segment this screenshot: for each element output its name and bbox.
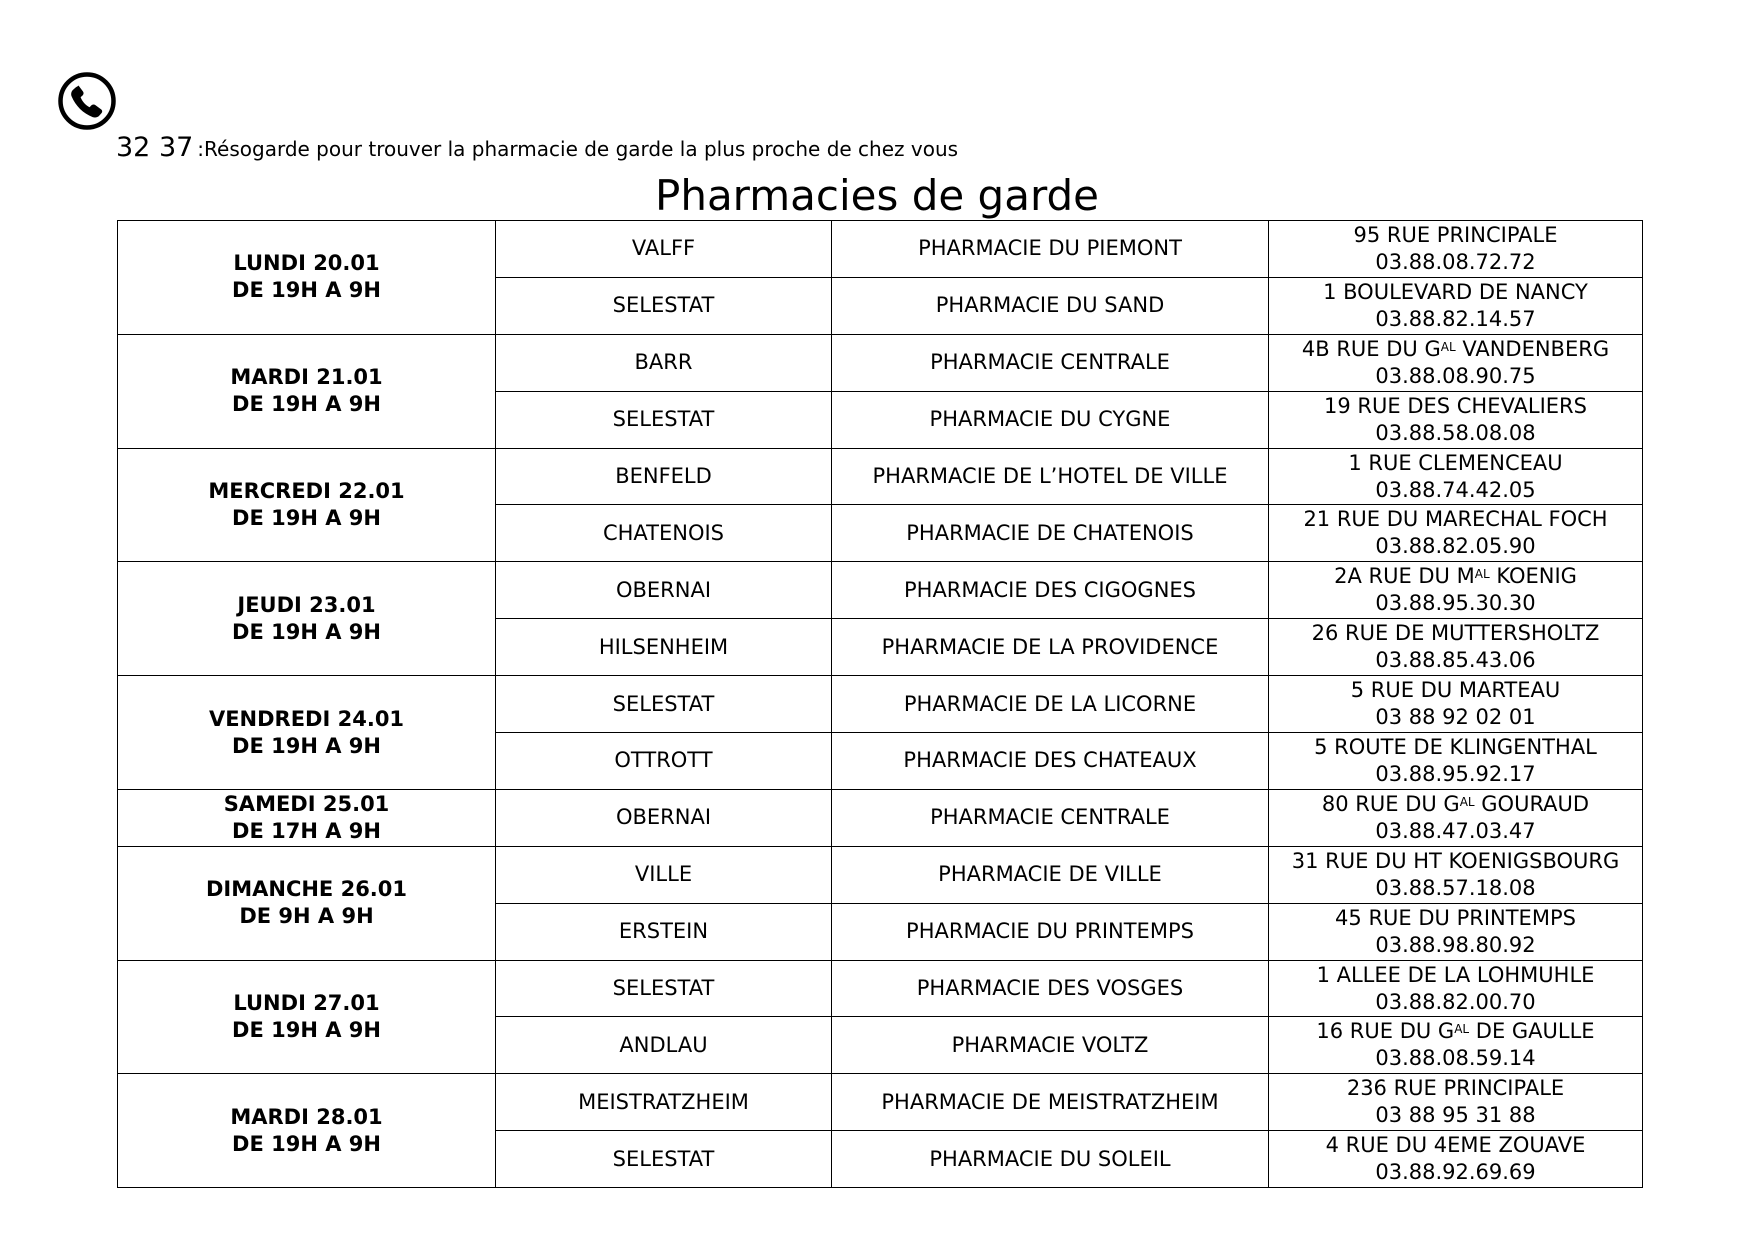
table-row (118, 960, 1643, 1017)
phone-icon (57, 71, 117, 131)
pharmacy-name-cell: PHARMACIE DU CYGNE (832, 391, 1269, 448)
hotline-line (116, 130, 958, 169)
address-line (1273, 336, 1638, 363)
pharmacy-name-cell: PHARMACIE DU PIEMONT (832, 221, 1269, 278)
address-part: KOENIG (1489, 564, 1577, 589)
pharmacy-name-cell: PHARMACIE CENTRALE (832, 789, 1269, 846)
address-part: VANDENBERG (1455, 336, 1610, 361)
address-cell (1269, 903, 1643, 960)
address-line: 1 RUE CLEMENCEAU (1348, 450, 1563, 475)
address-part: 16 RUE DU G (1316, 1019, 1455, 1044)
pharmacy-name-cell: PHARMACIE DES CHATEAUX (832, 733, 1269, 790)
day-label: MARDI 28.01 (230, 1104, 383, 1129)
phone-number: 03.88.95.30.30 (1375, 591, 1536, 616)
pharmacy-name-cell: PHARMACIE DE L’HOTEL DE VILLE (832, 448, 1269, 505)
town-cell: ANDLAU (496, 1017, 832, 1074)
address-abbreviation: AL (1474, 567, 1490, 582)
phone-number: 03 88 95 31 88 (1375, 1103, 1536, 1128)
hours-label: DE 19H A 9H (232, 733, 381, 758)
phone-number: 03.88.82.14.57 (1375, 306, 1536, 331)
phone-number: 03.88.58.08.08 (1375, 420, 1536, 445)
address-line (1273, 1018, 1638, 1045)
address-cell (1269, 277, 1643, 334)
table-row (118, 221, 1643, 278)
table-row (118, 789, 1643, 846)
phone-number: 03 88 92 02 01 (1375, 705, 1536, 730)
hours-label: DE 9H A 9H (239, 904, 374, 929)
phone-number: 03.88.82.05.90 (1375, 534, 1536, 559)
town-cell: SELESTAT (496, 277, 832, 334)
hours-label: DE 19H A 9H (232, 619, 381, 644)
address-cell (1269, 733, 1643, 790)
town-cell: MEISTRATZHEIM (496, 1074, 832, 1131)
day-cell (118, 960, 496, 1074)
phone-number: 03.88.98.80.92 (1375, 932, 1536, 957)
day-cell (118, 562, 496, 676)
address-part: 2A RUE DU M (1334, 564, 1475, 589)
table-row (118, 448, 1643, 505)
town-cell: BARR (496, 334, 832, 391)
address-line (1273, 791, 1638, 818)
address-line: 45 RUE DU PRINTEMPS (1335, 905, 1576, 930)
address-line: 19 RUE DES CHEVALIERS (1324, 393, 1587, 418)
pharmacy-name-cell: PHARMACIE DES CIGOGNES (832, 562, 1269, 619)
phone-number: 03.88.82.00.70 (1375, 989, 1536, 1014)
town-cell: OTTROTT (496, 733, 832, 790)
pharmacy-name-cell: PHARMACIE CENTRALE (832, 334, 1269, 391)
pharmacy-name-cell: PHARMACIE DE MEISTRATZHEIM (832, 1074, 1269, 1131)
town-cell: CHATENOIS (496, 505, 832, 562)
hours-label: DE 19H A 9H (232, 392, 381, 417)
address-abbreviation: AL (1440, 339, 1456, 354)
town-cell: VILLE (496, 846, 832, 903)
address-line (1273, 563, 1638, 590)
address-part: 4B RUE DU G (1301, 336, 1441, 361)
pharmacy-name-cell: PHARMACIE DU SAND (832, 277, 1269, 334)
phone-number: 03.88.92.69.69 (1375, 1160, 1536, 1185)
town-cell: HILSENHEIM (496, 619, 832, 676)
day-label: DIMANCHE 26.01 (205, 877, 408, 902)
hours-label: DE 19H A 9H (232, 278, 381, 303)
pharmacy-name-cell: PHARMACIE DU PRINTEMPS (832, 903, 1269, 960)
phone-number: 03.88.74.42.05 (1375, 477, 1536, 502)
day-label: MARDI 21.01 (230, 365, 383, 390)
table-row (118, 846, 1643, 903)
town-cell: VALFF (496, 221, 832, 278)
town-cell: SELESTAT (496, 391, 832, 448)
address-line: 95 RUE PRINCIPALE (1353, 222, 1558, 247)
address-abbreviation: AL (1454, 1022, 1470, 1037)
phone-number: 03.88.95.92.17 (1375, 761, 1536, 786)
phone-number: 03.88.08.59.14 (1375, 1046, 1536, 1071)
pharmacy-name-cell: PHARMACIE DE LA LICORNE (832, 676, 1269, 733)
address-cell (1269, 221, 1643, 278)
address-cell (1269, 448, 1643, 505)
pharmacy-schedule-table (117, 220, 1643, 1188)
hotline-description: :Résogarde pour trouver la pharmacie de garde la plus proche de chez vous (197, 137, 959, 161)
address-line: 5 RUE DU MARTEAU (1350, 678, 1561, 703)
phone-number: 03.88.47.03.47 (1375, 818, 1536, 843)
pharmacy-name-cell: PHARMACIE VOLTZ (832, 1017, 1269, 1074)
address-cell (1269, 960, 1643, 1017)
hours-label: DE 19H A 9H (232, 505, 381, 530)
phone-number: 03.88.08.72.72 (1375, 249, 1536, 274)
address-part: 80 RUE DU G (1321, 791, 1460, 816)
day-cell (118, 846, 496, 960)
town-cell: OBERNAI (496, 562, 832, 619)
address-cell (1269, 1017, 1643, 1074)
hours-label: DE 17H A 9H (232, 818, 381, 843)
table-row (118, 562, 1643, 619)
day-cell (118, 676, 496, 790)
address-part: DE GAULLE (1469, 1019, 1595, 1044)
pharmacy-name-cell: PHARMACIE DE CHATENOIS (832, 505, 1269, 562)
table-row (118, 676, 1643, 733)
day-label: MERCREDI 22.01 (208, 478, 405, 503)
town-cell: SELESTAT (496, 676, 832, 733)
town-cell: BENFELD (496, 448, 832, 505)
address-line: 21 RUE DU MARECHAL FOCH (1303, 507, 1608, 532)
address-cell (1269, 789, 1643, 846)
town-cell: SELESTAT (496, 960, 832, 1017)
day-cell (118, 789, 496, 846)
table-row (118, 334, 1643, 391)
day-cell (118, 221, 496, 335)
town-cell: SELESTAT (496, 1131, 832, 1188)
town-cell: ERSTEIN (496, 903, 832, 960)
phone-number: 03.88.57.18.08 (1375, 875, 1536, 900)
day-label: JEUDI 23.01 (237, 592, 376, 617)
address-line: 1 ALLEE DE LA LOHMUHLE (1316, 962, 1595, 987)
address-line: 236 RUE PRINCIPALE (1346, 1076, 1565, 1101)
day-label: SAMEDI 25.01 (223, 791, 390, 816)
address-line: 5 ROUTE DE KLINGENTHAL (1314, 734, 1597, 759)
address-line: 4 RUE DU 4EME ZOUAVE (1325, 1133, 1586, 1158)
address-cell (1269, 391, 1643, 448)
day-cell (118, 448, 496, 562)
hours-label: DE 19H A 9H (232, 1131, 381, 1156)
address-line: 26 RUE DE MUTTERSHOLTZ (1311, 621, 1600, 646)
address-cell (1269, 334, 1643, 391)
address-cell (1269, 505, 1643, 562)
address-cell (1269, 619, 1643, 676)
pharmacy-name-cell: PHARMACIE DES VOSGES (832, 960, 1269, 1017)
phone-number: 03.88.08.90.75 (1375, 363, 1536, 388)
address-line: 1 BOULEVARD DE NANCY (1323, 279, 1588, 304)
address-cell (1269, 1074, 1643, 1131)
day-label: VENDREDI 24.01 (208, 706, 405, 731)
hours-label: DE 19H A 9H (232, 1017, 381, 1042)
hotline-number: 32 37 (116, 132, 194, 163)
pharmacy-name-cell: PHARMACIE DE VILLE (832, 846, 1269, 903)
day-cell (118, 334, 496, 448)
address-cell (1269, 562, 1643, 619)
phone-number: 03.88.85.43.06 (1375, 648, 1536, 673)
table-row (118, 1074, 1643, 1131)
address-part: GOURAUD (1474, 791, 1590, 816)
page-title: Pharmacies de garde (655, 171, 1099, 220)
day-label: LUNDI 27.01 (233, 990, 380, 1015)
address-cell (1269, 846, 1643, 903)
town-cell: OBERNAI (496, 789, 832, 846)
day-cell (118, 1074, 496, 1188)
pharmacy-name-cell: PHARMACIE DU SOLEIL (832, 1131, 1269, 1188)
address-line: 31 RUE DU HT KOENIGSBOURG (1291, 848, 1620, 873)
address-abbreviation: AL (1459, 794, 1475, 809)
day-label: LUNDI 20.01 (233, 251, 380, 276)
pharmacy-name-cell: PHARMACIE DE LA PROVIDENCE (832, 619, 1269, 676)
address-cell (1269, 676, 1643, 733)
address-cell (1269, 1131, 1643, 1188)
